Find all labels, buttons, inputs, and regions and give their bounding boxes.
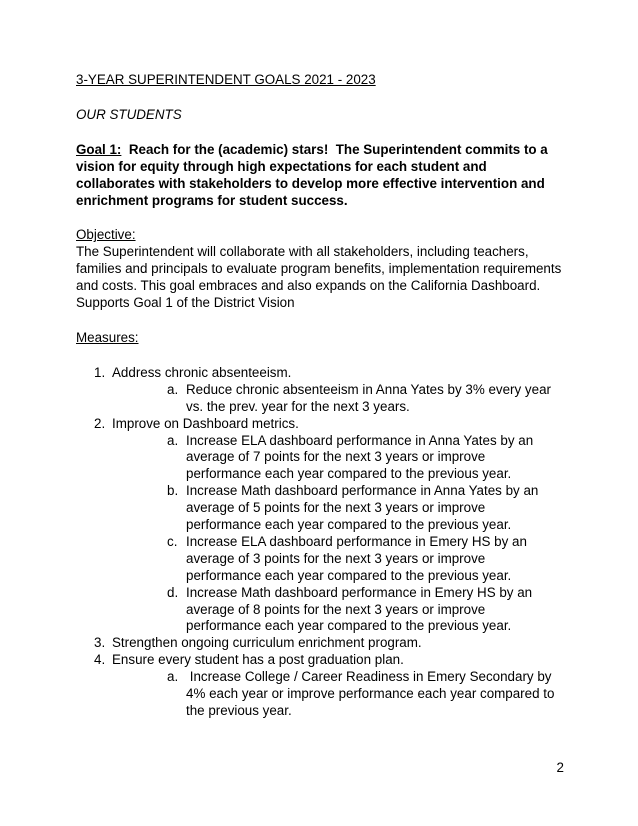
sub-measures-list <box>112 669 564 720</box>
measure-number: 4. <box>94 652 106 668</box>
goal-paragraph <box>76 142 564 210</box>
sub-measure-text: Increase Math dashboard performance in Emery HS by an average of 8 points for the next 3 years or improve performance each year compared to the previous year. <box>186 584 533 634</box>
sub-measure-item <box>112 483 564 534</box>
measure-item <box>76 416 564 636</box>
measure-text: Strengthen ongoing curriculum enrichment program. <box>112 635 422 651</box>
measure-item <box>76 365 564 416</box>
sub-measure-text: Increase Math dashboard performance in Anna Yates by an average of 5 points for the next 3 years or improve performance each year compared to the previous year. <box>186 483 539 533</box>
sub-measure-letter: a. <box>167 669 179 685</box>
sub-measures-list <box>112 382 564 416</box>
measure-item <box>76 652 564 720</box>
sub-measure-text: Increase College / Career Readiness in Emery Secondary by 4% each year or improve performance each year compared to the previous year. <box>186 669 559 718</box>
measure-number: 2. <box>94 415 106 431</box>
sub-measure-letter: c. <box>167 533 178 549</box>
page-number: 2 <box>556 760 564 775</box>
sub-measure-item <box>112 382 564 416</box>
measure-number: 3. <box>94 635 106 651</box>
sub-measure-text: Increase ELA dashboard performance in Anna Yates by an average of 7 points for the next 3 years or improve performance each year compared to the previous year. <box>186 432 534 482</box>
sub-measure-letter: d. <box>167 584 179 600</box>
goal-label: Goal 1: <box>76 141 122 157</box>
objective-text: The Superintendent will collaborate with all stakeholders, including teachers, families and principals to evaluate program benefits, implementation requirements and costs. This goal embraces and also expands on the California Dashboard. Supports Goal 1 of the District Vision <box>76 244 562 311</box>
objective-heading: Objective: <box>76 227 136 243</box>
sub-measure-text: Reduce chronic absenteeism in Anna Yates by 3% every year vs. the prev. year for the next 3 years. <box>186 381 551 414</box>
measures-list <box>76 365 564 720</box>
measure-text: Improve on Dashboard metrics. <box>112 415 299 431</box>
sub-measure-letter: a. <box>167 432 179 448</box>
sub-measure-item <box>112 585 564 636</box>
measure-text: Address chronic absenteeism. <box>112 364 292 380</box>
sub-measure-item <box>112 534 564 585</box>
measure-text: Ensure every student has a post graduation plan. <box>112 652 404 668</box>
measure-number: 1. <box>94 364 106 380</box>
sub-measure-item <box>112 669 564 720</box>
sub-measures-list <box>112 433 564 636</box>
sub-measure-text: Increase ELA dashboard performance in Emery HS by an average of 3 points for the next 3 years or improve performance each year compared to the previous year. <box>186 533 527 583</box>
goal-text: Reach for the (academic) stars! The Superintendent commits to a vision for equity through high expectations for each student and collaborates with stakeholders to develop more effective intervention and enrichment programs for student success. <box>76 141 552 208</box>
section-title: OUR STUDENTS <box>76 106 182 122</box>
measures-heading: Measures: <box>76 329 139 345</box>
sub-measure-letter: a. <box>167 381 179 397</box>
sub-measure-letter: b. <box>167 483 179 499</box>
document-title: 3-YEAR SUPERINTENDENT GOALS 2021 - 2023 <box>76 72 376 87</box>
page-content <box>76 72 564 720</box>
sub-measure-item <box>112 433 564 484</box>
measure-item <box>76 635 564 652</box>
